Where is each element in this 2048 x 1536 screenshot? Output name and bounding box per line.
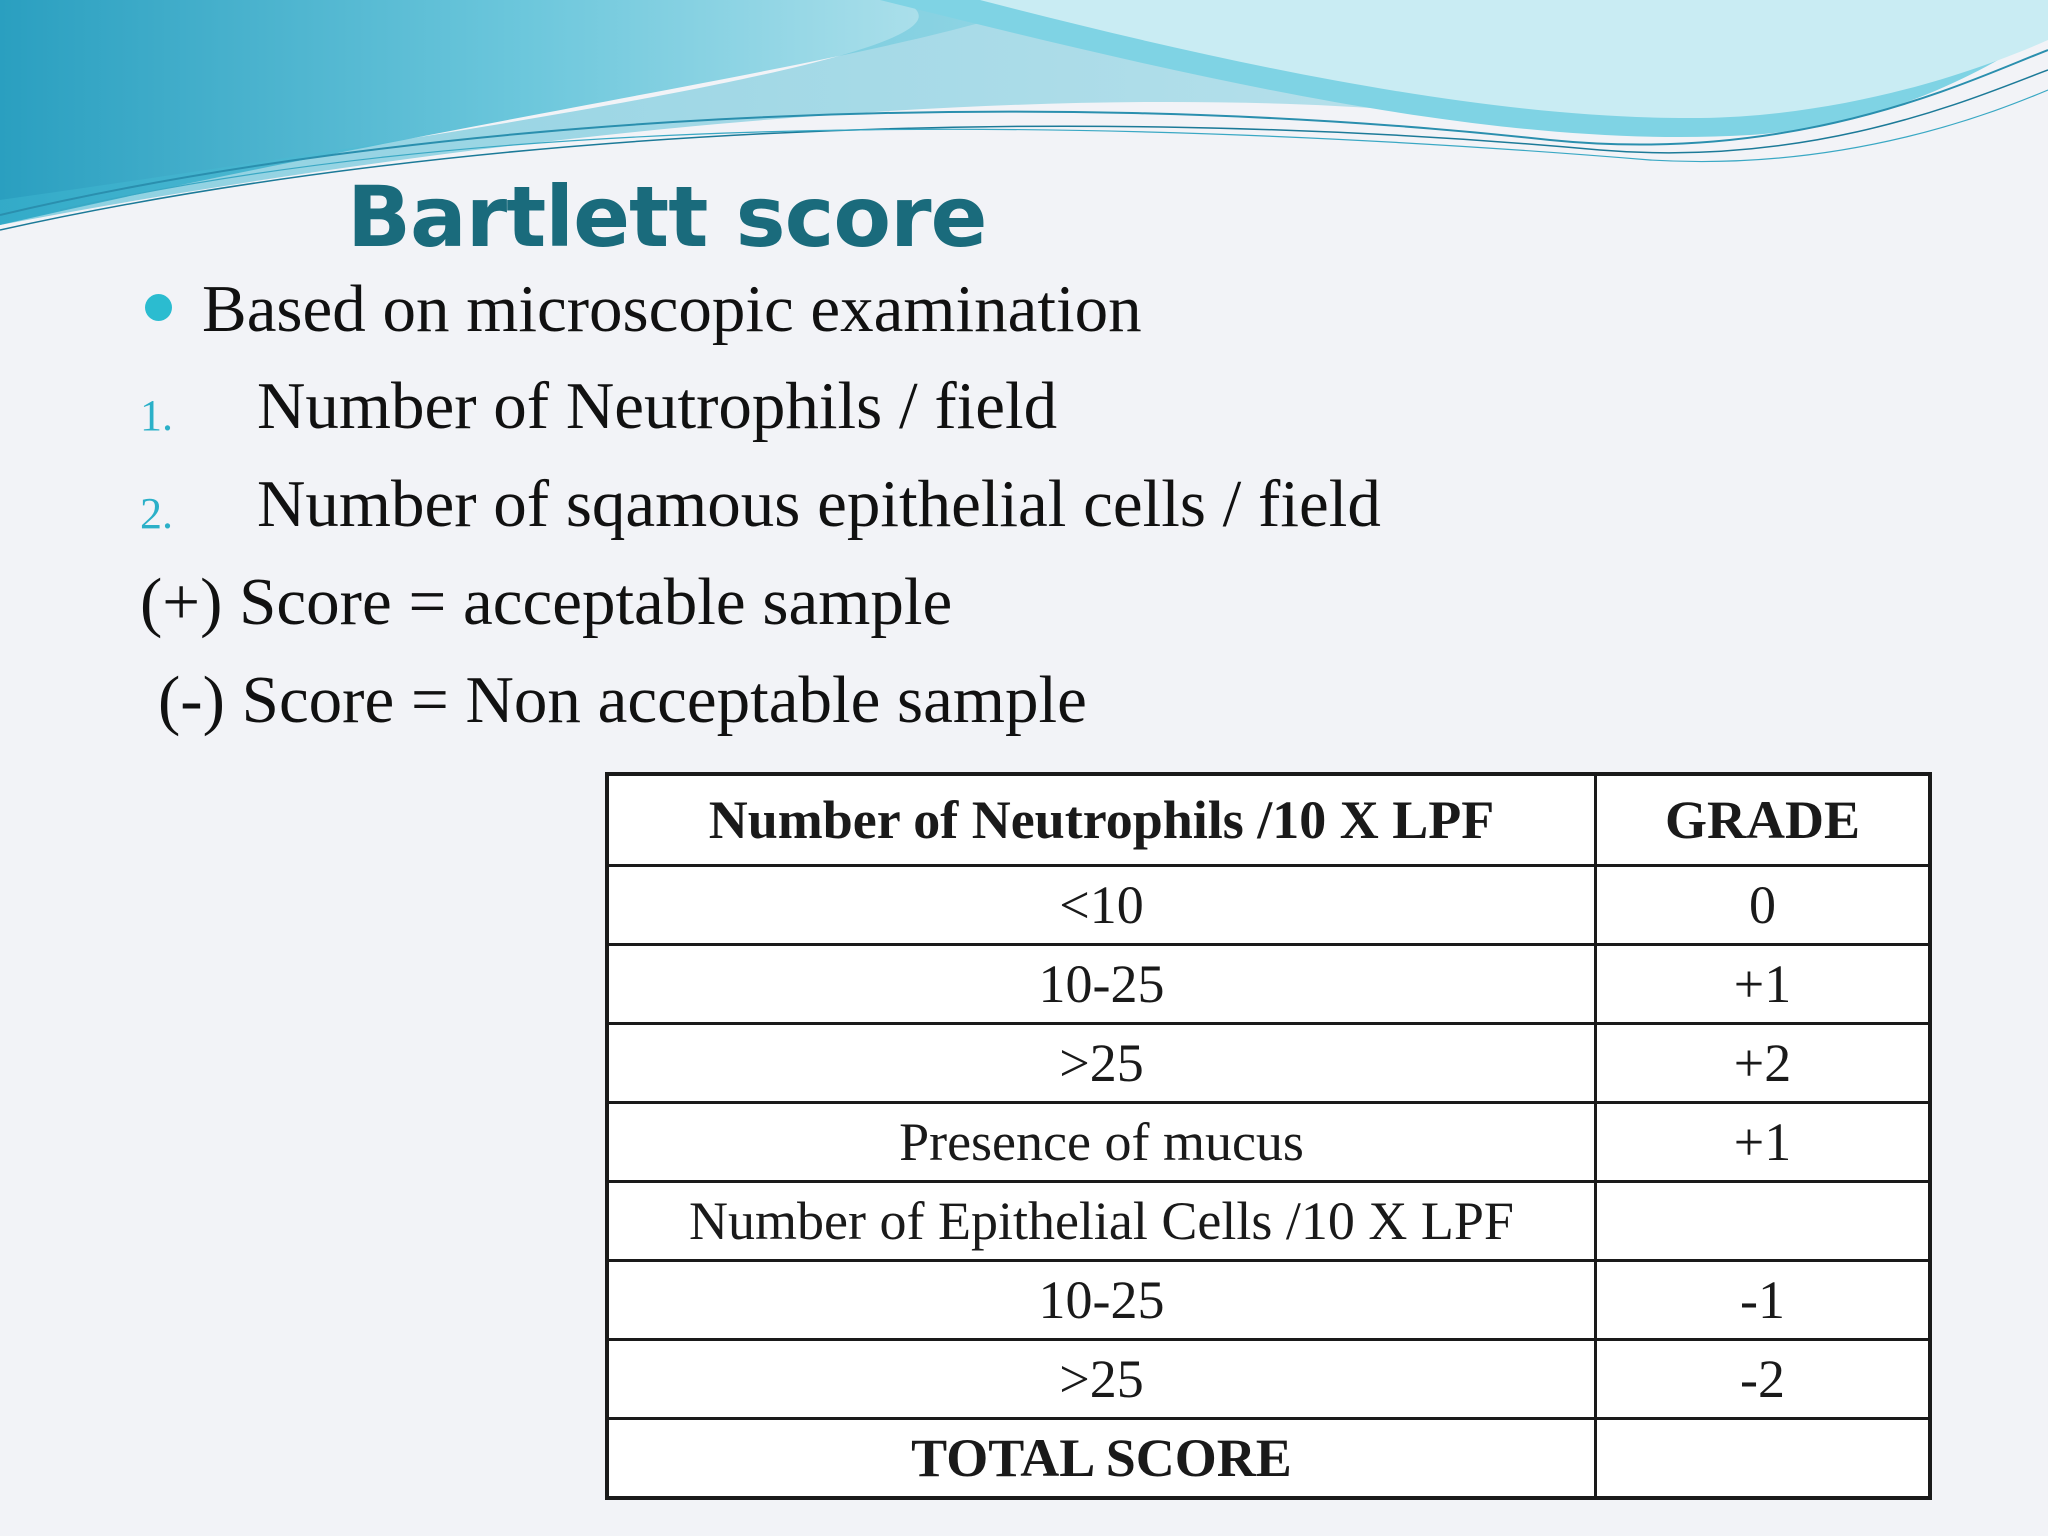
table-cell-criterion: <10 (607, 866, 1596, 945)
table-cell-total-label: TOTAL SCORE (607, 1419, 1596, 1499)
table-cell-criterion: Number of Epithelial Cells /10 X LPF (607, 1182, 1596, 1261)
list-marker-2: 2. (140, 489, 173, 538)
table-header-row (607, 774, 1930, 866)
header-wave-decoration (0, 0, 2048, 240)
table-row (607, 1024, 1930, 1103)
column-header-neutrophils: Number of Neutrophils /10 X LPF (607, 774, 1596, 866)
list-item-2: Number of sqamous epithelial cells / field (257, 467, 1381, 541)
table-cell-criterion: 10-25 (607, 945, 1596, 1024)
table-row (607, 866, 1930, 945)
slide-title: Bartlett score (347, 168, 987, 266)
table-cell-grade: +1 (1596, 945, 1931, 1024)
bullet-dot-icon (145, 294, 172, 321)
table-total-row (607, 1419, 1930, 1499)
negative-score-line: (-) Score = Non acceptable sample (158, 663, 1087, 737)
table-cell-grade: -2 (1596, 1340, 1931, 1419)
positive-score-line: (+) Score = acceptable sample (140, 565, 953, 639)
table-row (607, 1182, 1930, 1261)
table-cell-criterion: >25 (607, 1024, 1596, 1103)
table-cell-total-value (1596, 1419, 1931, 1499)
table-cell-grade: 0 (1596, 866, 1931, 945)
table-cell-grade: +1 (1596, 1103, 1931, 1182)
table-row (607, 945, 1930, 1024)
column-header-grade: GRADE (1596, 774, 1931, 866)
list-marker-1: 1. (140, 391, 173, 440)
bartlett-score-table (605, 772, 1932, 1500)
table-cell-grade (1596, 1182, 1931, 1261)
table-cell-criterion: 10-25 (607, 1261, 1596, 1340)
table-cell-grade: +2 (1596, 1024, 1931, 1103)
table-row (607, 1103, 1930, 1182)
table-cell-criterion: Presence of mucus (607, 1103, 1596, 1182)
table-cell-criterion: >25 (607, 1340, 1596, 1419)
table-row (607, 1261, 1930, 1340)
table-cell-grade: -1 (1596, 1261, 1931, 1340)
table-row (607, 1340, 1930, 1419)
bullet-text: Based on microscopic examination (202, 272, 1142, 346)
list-item-1: Number of Neutrophils / field (257, 369, 1058, 443)
